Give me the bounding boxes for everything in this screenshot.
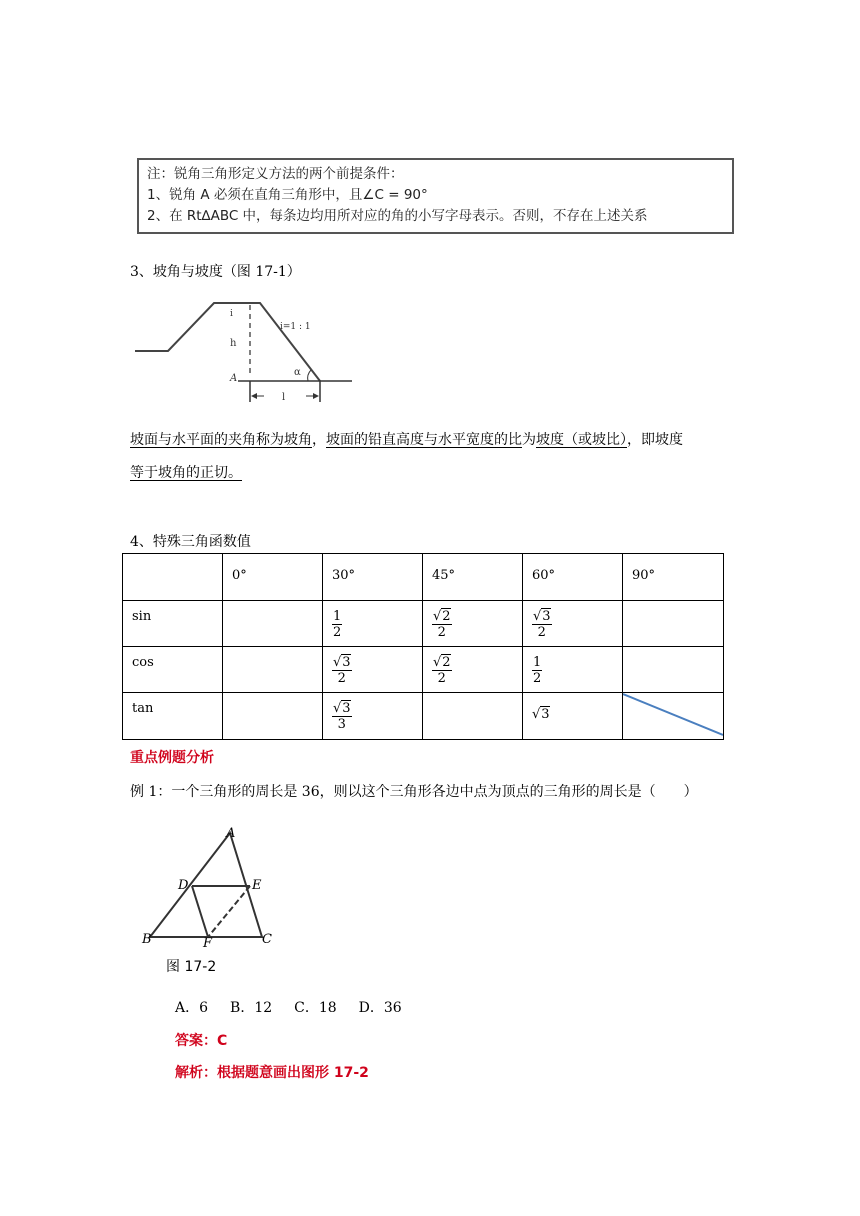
def-part-2: 坡角 xyxy=(284,432,312,448)
label-ratio: i=1 : 1 xyxy=(280,322,311,332)
fraction xyxy=(432,609,452,640)
tan-60-cell xyxy=(523,693,623,740)
sqrt: √3 xyxy=(333,701,351,716)
midline-ef xyxy=(208,886,250,937)
slope-profile xyxy=(135,303,320,381)
radicand: 3 xyxy=(342,701,351,716)
fraction xyxy=(332,655,352,686)
tan-30-cell xyxy=(323,693,423,740)
radicand: 3 xyxy=(542,609,551,624)
denominator: 2 xyxy=(437,625,446,640)
cos-60-cell xyxy=(523,647,623,693)
numerator xyxy=(532,609,552,625)
slope-angle-arc xyxy=(308,370,311,381)
header-cell-60: 60° xyxy=(523,554,623,601)
option-a: A．6 xyxy=(175,1000,209,1016)
denominator: 2 xyxy=(533,671,542,686)
sin-60-cell xyxy=(523,601,623,647)
example-section-title: 重点例题分析 xyxy=(130,750,214,766)
fraction xyxy=(532,655,542,686)
cos-0-cell xyxy=(223,647,323,693)
header-cell-0: 0° xyxy=(223,554,323,601)
note-line-2: 1、锐角 A 必须在直角三角形中，且∠C = 90° xyxy=(147,187,428,203)
cos-90-cell xyxy=(623,647,724,693)
sqrt: √2 xyxy=(433,655,451,670)
option-d: D．36 xyxy=(358,1000,402,1016)
sin-30-cell xyxy=(323,601,423,647)
sqrt: √3 xyxy=(533,609,551,624)
table-row-cos xyxy=(123,647,724,693)
numerator xyxy=(432,655,452,671)
fraction xyxy=(332,609,342,640)
row-label: cos xyxy=(123,647,223,693)
denominator: 3 xyxy=(337,717,346,732)
numerator xyxy=(332,655,352,671)
radicand: 2 xyxy=(442,609,451,624)
label-a: A xyxy=(230,373,238,384)
undefined-diagonal xyxy=(623,693,723,739)
vertex-d-label: D xyxy=(178,878,189,893)
option-b: B．12 xyxy=(230,1000,273,1016)
table-row-tan xyxy=(123,693,724,740)
def-part-7: ，即坡度 xyxy=(627,432,683,448)
answer-options xyxy=(175,997,402,1017)
header-cell-45: 45° xyxy=(423,554,523,601)
example-question: 例 1：一个三角形的周长是 36，则以这个三角形各边中点为顶点的三角形的周长是（ ） xyxy=(130,784,698,800)
section-4-heading: 4、特殊三角函数值 xyxy=(130,534,251,550)
denominator: 2 xyxy=(337,671,346,686)
vertex-a-label: A xyxy=(226,826,236,841)
vertex-f-label: F xyxy=(203,936,213,951)
section-3-heading: 3、坡角与坡度（图 17-1） xyxy=(130,264,301,280)
trig-values-table xyxy=(122,553,724,740)
label-alpha: α xyxy=(294,367,301,378)
def-part-6: 坡度（或坡比） xyxy=(536,432,627,448)
cos-30-cell xyxy=(323,647,423,693)
sin-0-cell xyxy=(223,601,323,647)
table-header-row xyxy=(123,554,724,601)
label-h: h xyxy=(230,338,237,349)
numerator xyxy=(432,609,452,625)
radicand: 3 xyxy=(541,707,550,722)
sin-45-cell xyxy=(423,601,523,647)
header-cell-empty xyxy=(123,554,223,601)
radicand: 3 xyxy=(342,655,351,670)
slope-definition-line-1 xyxy=(130,429,683,449)
numerator: 1 xyxy=(533,655,542,670)
note-line-1: 注：锐角三角形定义方法的两个前提条件： xyxy=(147,166,404,182)
numerator xyxy=(332,701,352,717)
vertex-e-label: E xyxy=(252,878,262,893)
analysis-line: 解析：根据题意画出图形 17-2 xyxy=(175,1065,369,1081)
row-label: tan xyxy=(123,693,223,740)
tan-90-cell xyxy=(623,693,724,740)
label-l: l xyxy=(282,392,286,403)
option-c: C．18 xyxy=(294,1000,337,1016)
radicand: 2 xyxy=(442,655,451,670)
tan-0-cell xyxy=(223,693,323,740)
def-part-4: 坡面的铅直高度与水平宽度的比 xyxy=(326,432,522,448)
header-cell-30: 30° xyxy=(323,554,423,601)
fraction xyxy=(432,655,452,686)
label-i-top: i xyxy=(230,309,233,319)
def-part-5: 为 xyxy=(522,432,536,448)
slope-definition-line-2: 等于坡角的正切。 xyxy=(130,465,242,481)
figure-caption: 图 17-2 xyxy=(166,959,217,975)
table-row-sin xyxy=(123,601,724,647)
def-part-1: 坡面与水平面的夹角称为 xyxy=(130,432,284,448)
denominator: 2 xyxy=(437,671,446,686)
midpoint-triangle-figure xyxy=(140,823,285,978)
denominator: 2 xyxy=(333,625,342,640)
def-part-3: ， xyxy=(312,432,326,448)
denominator: 2 xyxy=(537,625,546,640)
fraction xyxy=(532,609,552,640)
numerator: 1 xyxy=(333,609,342,624)
answer-line: 答案：C xyxy=(175,1033,228,1049)
note-line-3: 2、在 Rt∆ABC 中，每条边均用所对应的角的小写字母表示。否则，不存在上述关系 xyxy=(147,208,648,224)
sin-90-cell xyxy=(623,601,724,647)
header-cell-90: 90° xyxy=(623,554,724,601)
sqrt: √3 xyxy=(333,655,351,670)
midline-df xyxy=(192,886,208,937)
fraction xyxy=(332,701,352,732)
sqrt: √2 xyxy=(433,609,451,624)
cos-45-cell xyxy=(423,647,523,693)
vertex-c-label: C xyxy=(262,932,272,947)
sqrt: √3 xyxy=(532,707,550,722)
tan-45-cell xyxy=(423,693,523,740)
row-label: sin xyxy=(123,601,223,647)
vertex-b-label: B xyxy=(142,932,152,947)
slope-figure xyxy=(130,295,360,410)
diagonal-line xyxy=(623,694,723,735)
note-box xyxy=(137,158,734,234)
